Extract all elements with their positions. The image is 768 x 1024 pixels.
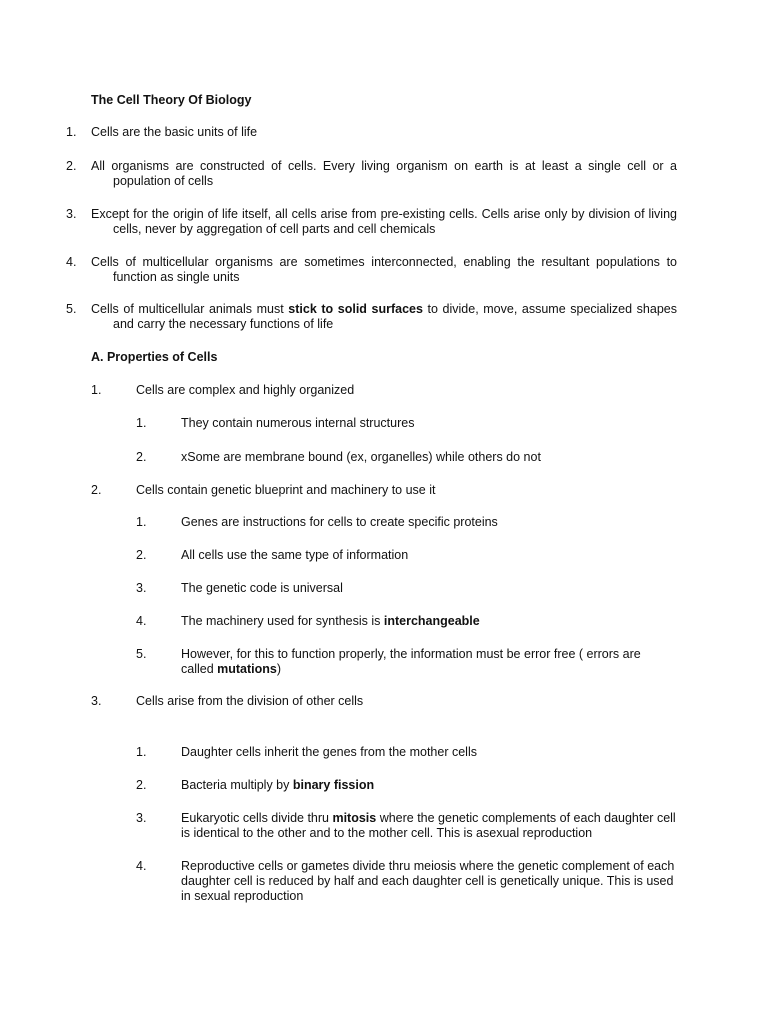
document-title: The Cell Theory Of Biology: [91, 93, 252, 107]
property-text: Cells are complex and highly organized: [136, 383, 355, 397]
sub-item-text: [181, 647, 678, 677]
emphasis-text: stick to solid surfaces: [288, 302, 423, 316]
sub-item-text: [181, 614, 678, 629]
emphasis-text: mutations: [217, 662, 277, 676]
list-text: Cells are the basic units of life: [91, 125, 258, 139]
list-number: 2.: [66, 159, 77, 173]
property-text: Cells arise from the division of other cells: [136, 694, 364, 708]
list-number: 1.: [66, 125, 77, 139]
sub-item-line: is identical to the other and to the mother cell. This is asexual reproduction: [181, 826, 593, 840]
sub-item-line: Reproductive cells or gametes divide thru meiosis where the genetic complement of each: [181, 859, 675, 873]
sub-item-line: However, for this to function properly, the information must be error free ( errors are: [181, 647, 641, 661]
emphasis-text: interchangeable: [383, 614, 480, 628]
list-number: 2.: [91, 483, 102, 497]
list-number: 1.: [136, 745, 147, 759]
emphasis-text: mitosis: [332, 811, 377, 825]
list-number: 4.: [66, 255, 77, 269]
list-number: 1.: [136, 416, 147, 430]
sub-item-text: Daughter cells inherit the genes from the mother cells: [181, 745, 477, 759]
list-text-part: Cells of multicellular animals must: [91, 302, 289, 316]
sub-item-text-part: Eukaryotic cells divide thru: [181, 811, 333, 825]
list-text-continued: and carry the necessary functions of life: [113, 317, 334, 331]
list-number: 5.: [136, 647, 147, 661]
property-text: Cells contain genetic blueprint and machinery to use it: [136, 483, 436, 497]
sub-item-text: Genes are instructions for cells to create specific proteins: [181, 515, 498, 529]
sub-item-text: [181, 859, 678, 904]
list-number: 5.: [66, 302, 77, 316]
sub-item-text: [181, 778, 678, 793]
list-text: Cells of multicellular organisms are sometimes interconnected, enabling the resultant populations to: [91, 255, 677, 269]
list-text-part: to divide, move, assume specialized shapes: [422, 302, 677, 316]
list-number: 4.: [136, 614, 147, 628]
list-text: [91, 302, 677, 317]
list-number: 4.: [136, 859, 147, 873]
sub-item-text-part: where the genetic complements of each daughter cell: [376, 811, 676, 825]
list-text: All organisms are constructed of cells. Every living organism on earth is at least a single cell or a: [91, 159, 677, 173]
sub-item-line: daughter cell is reduced by half and each daughter cell is genetically unique. This is used: [181, 874, 674, 888]
sub-item-text: They contain numerous internal structures: [181, 416, 415, 430]
list-text-continued: population of cells: [113, 174, 214, 188]
sub-item-text: All cells use the same type of information: [181, 548, 409, 562]
sub-item-text: xSome are membrane bound (ex, organelles) while others do not: [181, 450, 541, 464]
list-text: Except for the origin of life itself, all cells arise from pre-existing cells. Cells arise only by division of living: [91, 207, 677, 221]
sub-item-text: The genetic code is universal: [181, 581, 343, 595]
list-number: 3.: [136, 811, 147, 825]
emphasis-text: binary fission: [292, 778, 375, 792]
sub-item-text: [181, 811, 678, 841]
list-text-continued: cells, never by aggregation of cell parts and cell chemicals: [113, 222, 436, 236]
list-number: 2.: [136, 450, 147, 464]
list-number: 3.: [91, 694, 102, 708]
sub-item-line: in sexual reproduction: [181, 889, 304, 903]
list-text-continued: function as single units: [113, 270, 240, 284]
list-number: 2.: [136, 548, 147, 562]
list-number: 1.: [91, 383, 102, 397]
list-number: 1.: [136, 515, 147, 529]
sub-item-text-part: called: [181, 662, 218, 676]
sub-item-text-part: ): [276, 662, 282, 676]
list-number: 2.: [136, 778, 147, 792]
sub-item-text-part: Bacteria multiply by: [181, 778, 293, 792]
sub-item-text-part: The machinery used for synthesis is: [181, 614, 384, 628]
list-number: 3.: [136, 581, 147, 595]
section-heading: A. Properties of Cells: [91, 350, 218, 364]
list-number: 3.: [66, 207, 77, 221]
